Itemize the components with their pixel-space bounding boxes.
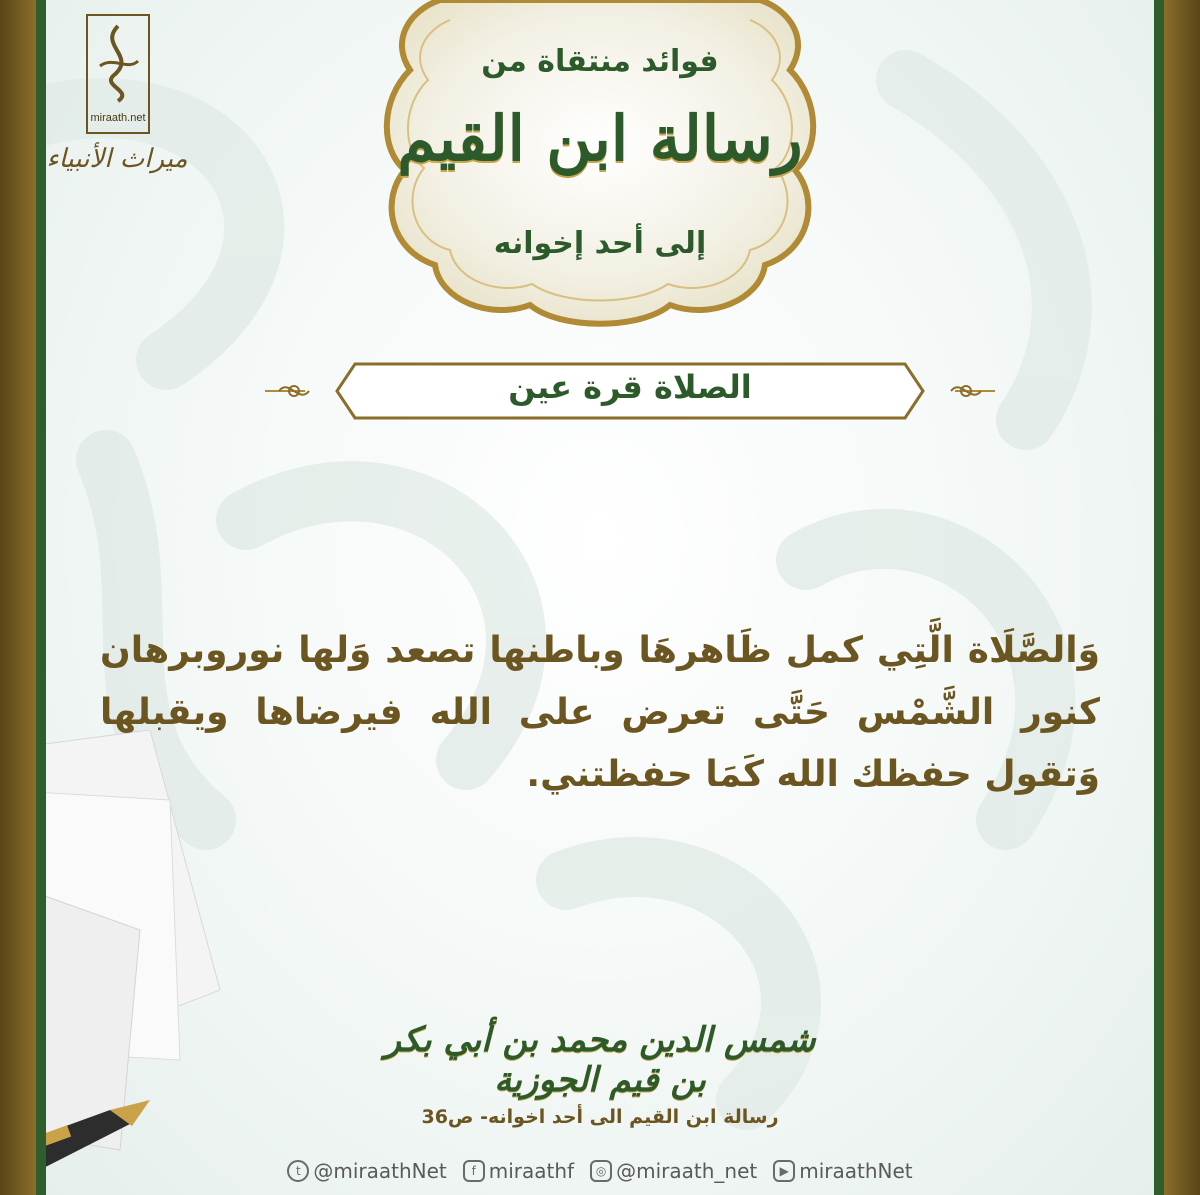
badge-subtitle-top: فوائد منتقاة من [481, 44, 719, 79]
logo [42, 14, 192, 194]
badge-subtitle-bottom: إلى أحد إخوانه [493, 226, 707, 261]
youtube-icon: ▶ [773, 1160, 795, 1182]
social-twitter[interactable] [287, 1159, 446, 1183]
logo-calligraphy-icon [88, 16, 148, 106]
fountain-pen-decoration [46, 1090, 160, 1195]
frame-right [1164, 0, 1200, 1195]
section-title: الصلاة قرة عين [508, 368, 752, 406]
twitter-icon: t [287, 1160, 309, 1182]
social-handle: miraathNet [799, 1159, 913, 1183]
quote-text: وَالصَّلَاة الَّتِي كمل ظَاهرهَا وباطنها تصعد وَلها نوروبرهان كنور الشَّمْس حَتَّى تعرض على الله فيرضاها ويقبلها وَتقول حفظك الله كَمَا حفظتني. [100, 630, 1100, 795]
title-badge [380, 0, 820, 330]
source-reference: رسالة ابن القيم الى أحد اخوانه- ص36 [421, 1106, 779, 1128]
section-header [265, 358, 995, 424]
frame-stripe-right [1154, 0, 1164, 1195]
social-handle: miraathf [488, 1159, 575, 1183]
social-instagram[interactable] [590, 1159, 757, 1183]
social-facebook[interactable] [463, 1159, 574, 1183]
instagram-icon: ◎ [590, 1160, 612, 1182]
logo-url: miraath.net [90, 112, 146, 124]
social-links [280, 1154, 920, 1188]
frame-left [0, 0, 36, 1195]
badge-title: رسالة ابن القيم [397, 102, 803, 175]
author-signature: شمس الدين محمد بن أبي بكر بن قيم الجوزية [384, 1020, 816, 1100]
facebook-icon: f [463, 1160, 485, 1182]
social-handle: @miraathNet [313, 1159, 447, 1183]
social-handle: @miraath_net [616, 1159, 758, 1183]
social-youtube[interactable] [773, 1159, 912, 1183]
logo-name: ميراث الأنبياء [46, 144, 188, 174]
